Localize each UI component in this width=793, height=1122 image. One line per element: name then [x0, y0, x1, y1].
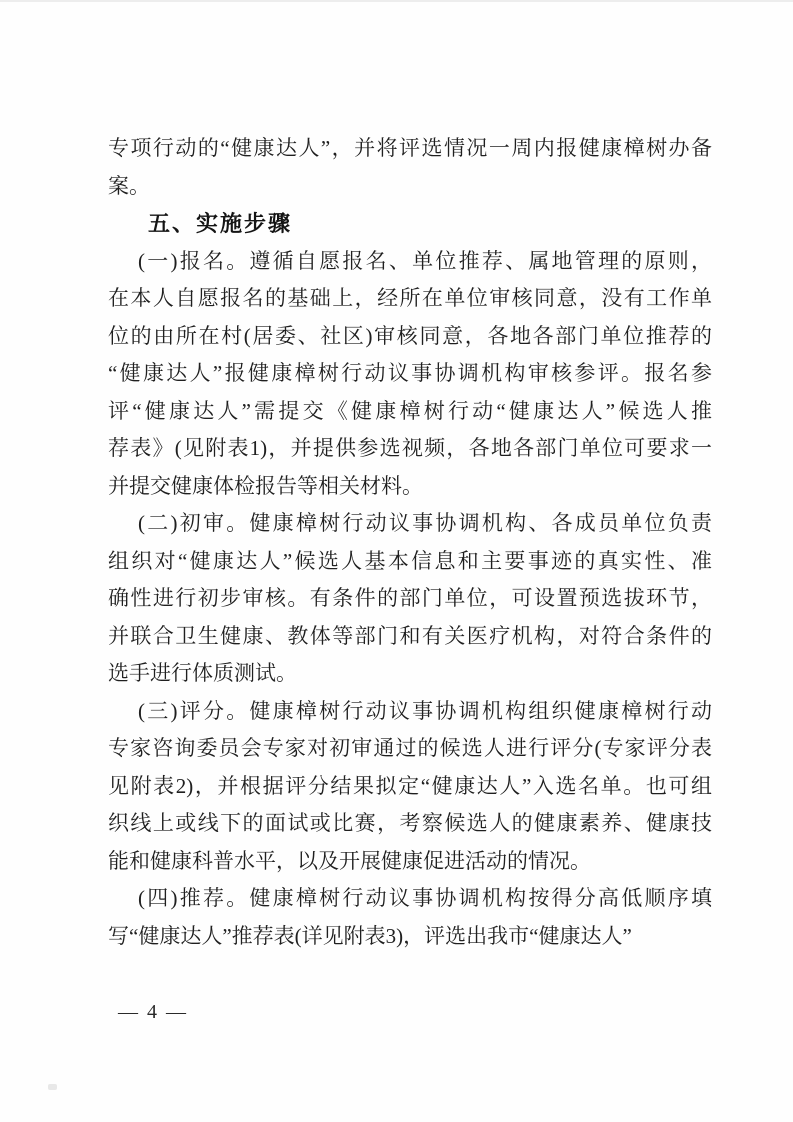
- text-line: (四)推荐。健康樟树行动议事协调机构按得分高低顺序填: [138, 886, 712, 910]
- text-line: 评“健康达人”需提交《健康樟树行动“健康达人”候选人推: [108, 398, 712, 423]
- text-line: (一)报名。遵循自愿报名、单位推荐、属地管理的原则，: [138, 248, 712, 273]
- page-number: — 4 —: [118, 1001, 188, 1023]
- section-heading: 五、实施步骤: [148, 211, 293, 236]
- text-line: 见附表2)，并根据评分结果拟定“健康达人”入选名单。也可组: [108, 773, 712, 798]
- text-line: 专家咨询委员会专家对初审通过的候选人进行评分(专家评分表: [108, 736, 712, 760]
- text-line: 选手进行体质测试。: [108, 661, 297, 685]
- scan-edge-artifact: [0, 0, 793, 2]
- text-line: (二)初审。健康樟树行动议事协调机构、各成员单位负责: [138, 511, 712, 535]
- text-line: 荐表》(见附表1)，并提供参选视频，各地各部门单位可要求一: [108, 436, 712, 460]
- text-line: 并提交健康体检报告等相关材料。: [108, 473, 423, 498]
- document-body: [108, 130, 712, 955]
- text-line: 位的由所在村(居委、社区)审核同意，各地各部门单位推荐的: [108, 323, 712, 348]
- text-line: 写“健康达人”推荐表(详见附表3)，评选出我市“健康达人”: [108, 923, 632, 948]
- scan-smudge-artifact: [48, 1084, 57, 1090]
- text-line: 织线上或线下的面试或比赛，考察候选人的健康素养、健康技: [108, 811, 712, 835]
- text-line: 并联合卫生健康、教体等部门和有关医疗机构，对符合条件的: [108, 623, 712, 648]
- text-line: 在本人自愿报名的基础上，经所在单位审核同意，没有工作单: [108, 286, 712, 310]
- text-line: (三)评分。健康樟树行动议事协调机构组织健康樟树行动: [138, 698, 712, 723]
- text-line: “健康达人”报健康樟树行动议事协调机构审核参评。报名参: [108, 361, 712, 385]
- text-line: 能和健康科普水平，以及开展健康促进活动的情况。: [108, 848, 591, 873]
- text-line: 确性进行初步审核。有条件的部门单位，可设置预选拔环节，: [108, 586, 712, 610]
- text-line: 专项行动的“健康达人”，并将评选情况一周内报健康樟树办备: [108, 136, 712, 160]
- text-line: 案。: [108, 173, 150, 198]
- text-line: 组织对“健康达人”候选人基本信息和主要事迹的真实性、准: [108, 548, 712, 573]
